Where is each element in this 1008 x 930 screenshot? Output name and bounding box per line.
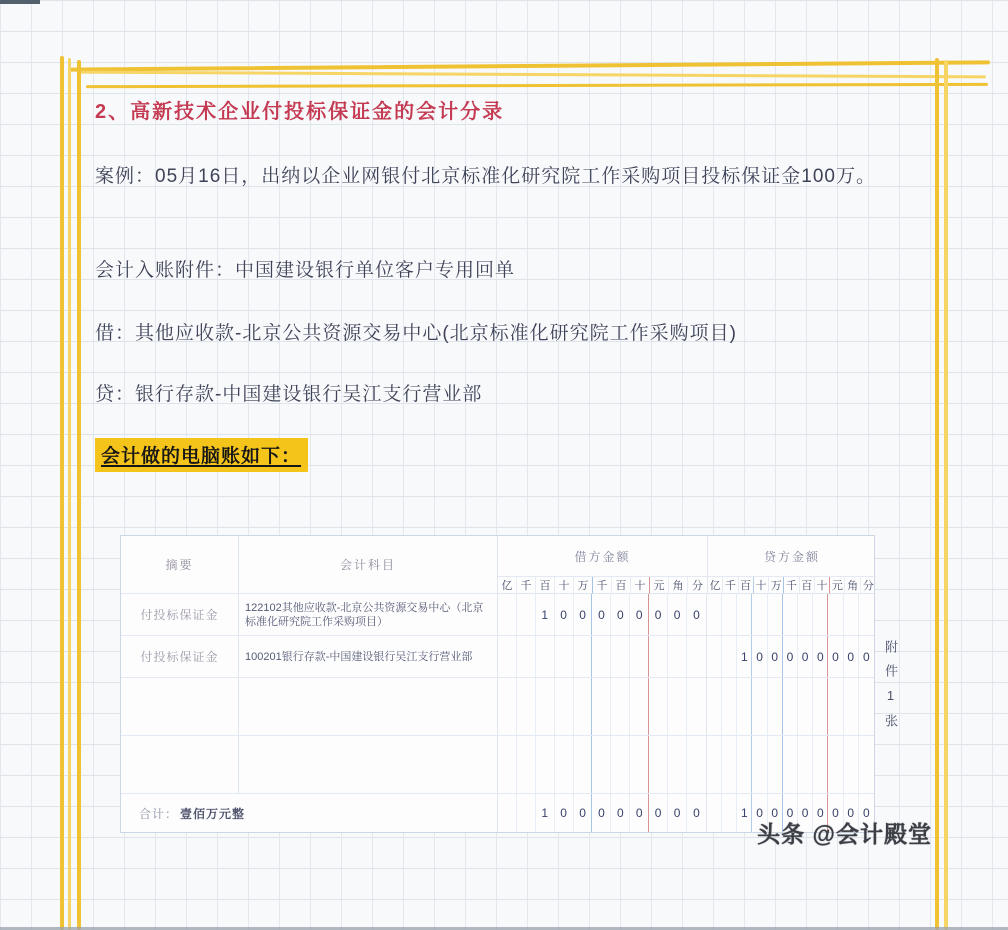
voucher-table: [120, 535, 875, 833]
column-header-debit: 借方金额: [498, 536, 707, 577]
credit-digit-units: [708, 577, 876, 593]
total-digit-cell: 0: [752, 794, 767, 832]
total-digit-cell: 0: [798, 794, 813, 832]
credit-digit-cell: [722, 736, 737, 793]
column-header-summary: 摘要: [121, 536, 239, 594]
credit-digit-cell: [813, 736, 828, 793]
debit-digit-cell: [517, 594, 536, 635]
credit-digit-cell: [768, 678, 783, 735]
debit-digit-cell: [668, 678, 687, 735]
credit-digit-cell: 0: [783, 636, 798, 677]
total-digit-cell: 0: [783, 794, 798, 832]
debit-entry-paragraph: 借：其他应收款-北京公共资源交易中心(北京标准化研究院工作采购项目): [95, 323, 737, 344]
total-digit-cell: [722, 794, 737, 832]
total-digit-cell: 1: [536, 794, 555, 832]
frame-left-stroke: [60, 56, 64, 930]
digit-unit-cell: 亿: [708, 577, 723, 594]
debit-digit-cell: 0: [649, 594, 668, 635]
digit-unit-cell: 万: [769, 577, 784, 594]
credit-digit-cell: [844, 594, 859, 635]
debit-digit-cell: 0: [555, 594, 574, 635]
debit-digit-cell: 0: [668, 594, 687, 635]
digit-unit-cell: 千: [593, 577, 612, 594]
credit-digit-cell: [707, 736, 722, 793]
digit-unit-cell: 百: [739, 577, 754, 594]
credit-digit-cell: [828, 736, 843, 793]
digit-unit-cell: 元: [650, 577, 669, 594]
total-digit-cell: [517, 794, 536, 832]
total-digit-cell: 0: [574, 794, 593, 832]
total-digit-cell: 0: [630, 794, 649, 832]
total-digit-cell: [498, 794, 517, 832]
debit-digit-cell: [498, 678, 517, 735]
screenshot-corner-artifact: [0, 0, 40, 4]
credit-digit-cell: [707, 594, 722, 635]
debit-digit-cell: [574, 736, 593, 793]
debit-digit-cell: [536, 636, 555, 677]
debit-digit-cell: [630, 736, 649, 793]
column-header-account: 会计科目: [239, 536, 498, 594]
digit-unit-cell: 十: [555, 577, 574, 594]
debit-digit-cell: [592, 678, 611, 735]
debit-amount-cell: [498, 678, 707, 736]
debit-digit-cell: 0: [630, 594, 649, 635]
debit-digit-cell: [649, 636, 668, 677]
credit-amount-cell: [707, 736, 874, 794]
total-digit-cell: 1: [737, 794, 752, 832]
credit-digit-cell: 0: [863, 649, 870, 664]
debit-digit-cell: [574, 678, 593, 735]
summary-cell: [121, 736, 239, 794]
debit-digit-cell: [592, 736, 611, 793]
credit-digit-cell: [768, 594, 783, 635]
credit-digit-cell: [798, 736, 813, 793]
digit-unit-cell: 元: [830, 577, 845, 594]
debit-digit-cell: [517, 736, 536, 793]
debit-digit-cell: [611, 736, 630, 793]
credit-digit-cell: 0: [813, 636, 828, 677]
credit-digit-cell: [783, 594, 798, 635]
debit-digit-cell: [555, 678, 574, 735]
digit-unit-cell: 分: [688, 577, 707, 594]
debit-amount-cell: [498, 736, 707, 794]
total-digit-cell: 0: [828, 794, 843, 832]
voucher-table-body: [121, 594, 874, 794]
section-heading: 2、高新技术企业付投标保证金的会计分录: [95, 101, 505, 123]
watermark: 头条 @会计殿堂: [757, 821, 932, 847]
debit-digit-cell: 0: [611, 594, 630, 635]
total-digit-cell: 0: [693, 806, 700, 820]
total-digit-cell: 0: [649, 794, 668, 832]
credit-digit-cell: [722, 594, 737, 635]
digit-unit-cell: 亿: [498, 577, 517, 594]
credit-digit-cell: 0: [798, 636, 813, 677]
debit-digit-cell: 0: [693, 607, 700, 622]
debit-digit-cell: [536, 736, 555, 793]
debit-digit-cell: [630, 678, 649, 735]
credit-digit-cell: [813, 594, 828, 635]
attachment-count-note: 附件1张: [883, 640, 898, 738]
credit-digit-cell: [722, 678, 737, 735]
highlighted-lead-in: 会计做的电脑账如下：: [95, 438, 308, 472]
digit-unit-cell: 十: [631, 577, 650, 594]
credit-digit-cell: [844, 736, 859, 793]
credit-digit-cell: [752, 678, 767, 735]
total-digit-cell: 0: [592, 794, 611, 832]
total-digit-cell: 0: [844, 794, 859, 832]
credit-digit-cell: [752, 594, 767, 635]
credit-digit-cell: [737, 736, 752, 793]
frame-top-stroke: [78, 71, 986, 79]
voucher-row: [121, 594, 874, 636]
debit-digit-cell: [498, 636, 517, 677]
account-cell: 122102其他应收款-北京公共资源交易中心（北京标准化研究院工作采购项目）: [239, 594, 498, 636]
credit-digit-cell: 1: [737, 636, 752, 677]
digit-unit-cell: 千: [784, 577, 799, 594]
debit-digit-cell: [687, 736, 706, 793]
credit-entry-paragraph: 贷：银行存款-中国建设银行吴江支行营业部: [95, 384, 483, 405]
credit-header-section: [708, 536, 876, 594]
credit-digit-cell: [859, 594, 874, 635]
debit-digit-cell: 0: [592, 594, 611, 635]
debit-digit-cell: [574, 636, 593, 677]
debit-amount-cell: [498, 636, 707, 678]
digit-unit-cell: 角: [669, 577, 688, 594]
debit-digit-cell: [649, 678, 668, 735]
summary-cell: 付投标保证金: [121, 594, 239, 636]
debit-digit-cell: [611, 636, 630, 677]
account-cell: [239, 736, 498, 794]
frame-left-stroke: [77, 60, 81, 930]
debit-header-section: [498, 536, 708, 594]
total-digit-cell: 0: [611, 794, 630, 832]
total-digit-cell: 0: [863, 806, 870, 820]
digit-unit-cell: 百: [536, 577, 555, 594]
credit-amount-cell: [707, 678, 874, 736]
debit-digit-cell: [687, 636, 706, 677]
debit-digit-cell: [668, 636, 687, 677]
debit-digit-cell: [611, 678, 630, 735]
credit-digit-cell: 0: [752, 636, 767, 677]
frame-top-stroke: [86, 83, 988, 88]
credit-digit-cell: [752, 736, 767, 793]
digit-unit-cell: 角: [845, 577, 860, 594]
account-cell: [239, 678, 498, 736]
credit-digit-cell: [828, 594, 843, 635]
credit-amount-cell: [707, 594, 874, 636]
debit-amount-cell: [498, 594, 707, 636]
total-digit-cell: 0: [668, 794, 687, 832]
total-debit-digits: [498, 794, 707, 832]
credit-digit-cell: [783, 736, 798, 793]
debit-digit-cell: [517, 636, 536, 677]
debit-digit-cell: [649, 736, 668, 793]
credit-digit-cell: [813, 678, 828, 735]
digit-unit-cell: 十: [815, 577, 830, 594]
debit-digit-cell: [498, 594, 517, 635]
debit-digit-units: [498, 577, 707, 593]
debit-digit-cell: [555, 736, 574, 793]
column-header-credit: 贷方金额: [708, 536, 876, 577]
debit-digit-cell: 0: [574, 594, 593, 635]
debit-digit-cell: [498, 736, 517, 793]
debit-digit-cell: [687, 678, 706, 735]
credit-digit-cell: [859, 736, 874, 793]
credit-digit-cell: [707, 678, 722, 735]
case-paragraph: 案例：05月16日，出纳以企业网银付北京标准化研究院工作采购项目投标保证金100万。: [95, 166, 876, 187]
credit-digit-cell: [737, 678, 752, 735]
debit-digit-cell: [517, 678, 536, 735]
voucher-row: [121, 736, 874, 794]
credit-digit-cell: 0: [768, 636, 783, 677]
credit-digit-cell: [844, 678, 859, 735]
credit-digit-cell: [722, 636, 737, 677]
credit-digit-cell: [798, 594, 813, 635]
debit-digit-cell: [536, 678, 555, 735]
total-amount-words: 壹佰万元整: [180, 806, 246, 821]
credit-digit-cell: [859, 678, 874, 735]
attachment-paragraph: 会计入账附件：中国建设银行单位客户专用回单: [95, 260, 516, 281]
debit-digit-cell: [668, 736, 687, 793]
credit-digit-cell: [707, 636, 722, 677]
voucher-row: [121, 636, 874, 678]
digit-unit-cell: 千: [517, 577, 536, 594]
digit-unit-cell: 百: [800, 577, 815, 594]
credit-digit-cell: [828, 678, 843, 735]
digit-unit-cell: 十: [754, 577, 769, 594]
credit-digit-cell: [798, 678, 813, 735]
frame-top-stroke: [70, 60, 990, 71]
total-label-prefix: 合计：: [139, 806, 179, 821]
digit-unit-cell: 分: [861, 577, 876, 594]
digit-unit-cell: 千: [723, 577, 738, 594]
digit-unit-cell: 百: [612, 577, 631, 594]
summary-cell: 付投标保证金: [121, 636, 239, 678]
digit-unit-cell: 万: [574, 577, 593, 594]
debit-digit-cell: [592, 636, 611, 677]
total-digit-cell: 0: [813, 794, 828, 832]
total-digit-cell: 0: [555, 794, 574, 832]
credit-digit-cell: 0: [828, 636, 843, 677]
credit-digit-cell: [768, 736, 783, 793]
total-digit-cell: [707, 794, 722, 832]
debit-digit-cell: [630, 636, 649, 677]
credit-digit-cell: 0: [844, 636, 859, 677]
frame-left-stroke: [68, 58, 71, 930]
debit-digit-cell: 1: [536, 594, 555, 635]
voucher-row: [121, 678, 874, 736]
total-label: [121, 794, 498, 832]
total-digit-cell: 0: [768, 794, 783, 832]
summary-cell: [121, 678, 239, 736]
account-cell: 100201银行存款-中国建设银行吴江支行营业部: [239, 636, 498, 678]
debit-digit-cell: [555, 636, 574, 677]
credit-digit-cell: [737, 594, 752, 635]
credit-amount-cell: [707, 636, 874, 678]
credit-digit-cell: [783, 678, 798, 735]
